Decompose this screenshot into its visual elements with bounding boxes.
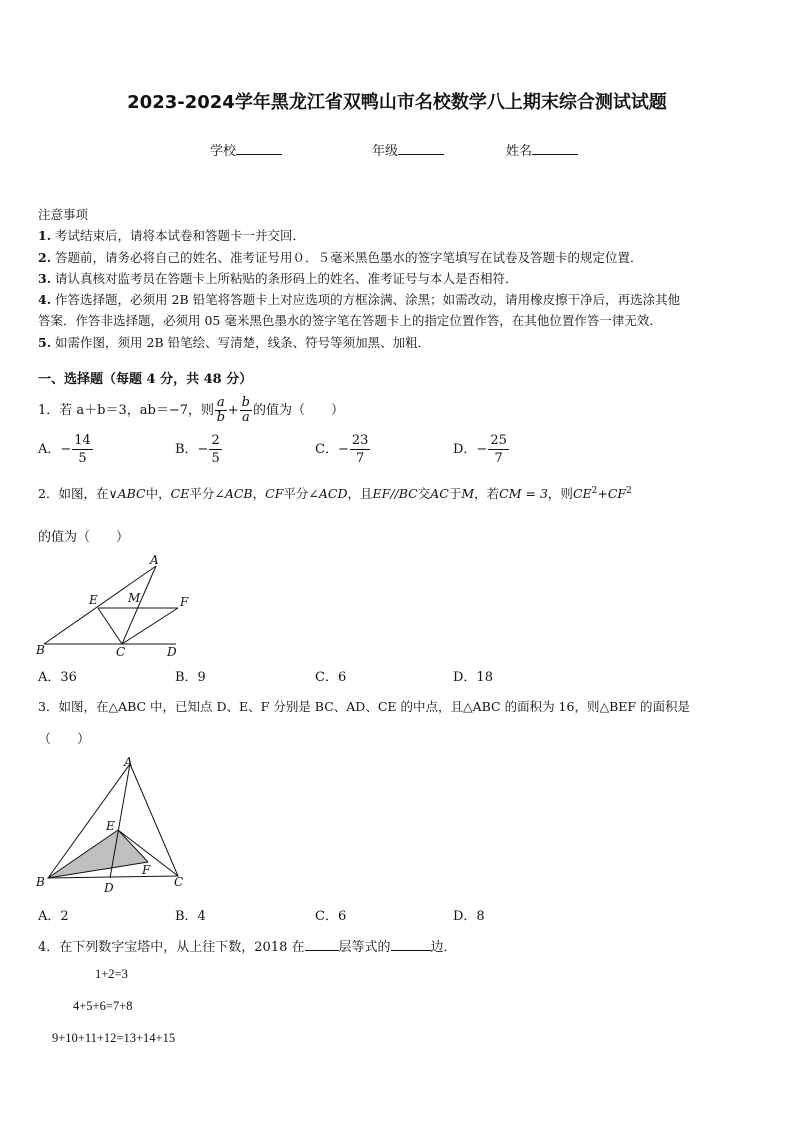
blank-layer[interactable] bbox=[305, 938, 339, 951]
q2-option-c[interactable]: C．6 bbox=[315, 670, 347, 685]
notice-block bbox=[38, 204, 763, 353]
q3-option-b[interactable]: B．4 bbox=[175, 909, 206, 924]
label-f: F bbox=[142, 863, 151, 877]
grade-field[interactable] bbox=[372, 140, 444, 159]
pyramid-row-1: 1+2=3 bbox=[95, 967, 128, 981]
label-a: A bbox=[124, 755, 133, 769]
q1-option-d[interactable]: D．− $\frac{25}{7}$ bbox=[453, 433, 507, 466]
name-field[interactable] bbox=[506, 140, 578, 159]
label-c: C bbox=[174, 875, 184, 889]
school-label: 学校 bbox=[210, 144, 237, 159]
q3-option-d[interactable]: D．8 bbox=[453, 909, 485, 924]
q1-option-b[interactable]: B．− $\frac{2}{5}$ bbox=[175, 433, 220, 466]
label-e: E bbox=[89, 593, 98, 607]
blank-side[interactable] bbox=[391, 938, 431, 951]
q3-figure bbox=[30, 752, 200, 897]
label-d: D bbox=[104, 881, 114, 895]
notice-item: 1. 考试结束后，请将本试卷和答题卡一并交回． bbox=[38, 228, 306, 244]
q1-text: 1．若 a＋b＝3，ab＝−7，则 bbox=[38, 403, 214, 418]
label-m: M bbox=[128, 591, 141, 605]
q1-option-c[interactable]: C．− $\frac{23}{7}$ bbox=[315, 433, 369, 466]
q3-option-c[interactable]: C．6 bbox=[315, 909, 347, 924]
fraction-b-over-a: $\frac{b}{a}$ bbox=[241, 395, 250, 425]
question-2: 2．如图，在∨ABC中，CE平分∠ACB，CF平分∠ACD，且EF//BC交AC于M，若CM = 3，则$CE^2+CF^2$ bbox=[38, 485, 632, 501]
label-d: D bbox=[167, 645, 177, 659]
notice-item: 4. 作答选择题，必须用 2B 铅笔将答题卡上对应选项的方框涂满、涂黑；如需改动，请用橡皮擦干净后，再选涂其他 bbox=[38, 292, 681, 308]
name-label: 姓名 bbox=[506, 144, 533, 159]
notice-item: 答案．作答非选择题，必须用 05 毫米黑色墨水的签字笔在答题卡上的指定位置作答，在其他位置作答一律无效． bbox=[38, 313, 662, 329]
q3-paren: （ ） bbox=[38, 732, 91, 747]
notice-item: 3. 请认真核对监考员在答题卡上所粘贴的条形码上的姓名、准考证号与本人是否相符． bbox=[38, 270, 518, 286]
pyramid-row-3: 9+10+11+12=13+14+15 bbox=[52, 1031, 176, 1045]
grade-blank[interactable] bbox=[398, 142, 444, 155]
notice-item: 2. 答题前，请务必将自己的姓名、准考证号用０．５毫米黑色墨水的签字笔填写在试卷及答题卡的规定位置． bbox=[38, 249, 643, 265]
q1-tail: 的值为（ ） bbox=[252, 403, 344, 418]
label-c: C bbox=[116, 645, 126, 659]
q2-option-b[interactable]: B．9 bbox=[175, 670, 206, 685]
grade-label: 年级 bbox=[372, 144, 399, 159]
section-heading: 一、选择题（每题 4 分，共 48 分） bbox=[38, 372, 253, 387]
q1-option-a[interactable]: A．− $\frac{14}{5}$ bbox=[38, 433, 91, 466]
q2-option-a[interactable]: A．36 bbox=[38, 670, 77, 685]
notice-heading: 注意事项 bbox=[38, 207, 89, 222]
name-blank[interactable] bbox=[532, 142, 578, 155]
label-a: A bbox=[150, 553, 159, 567]
q2-figure bbox=[30, 550, 200, 660]
question-1: 1．若 a＋b＝3，ab＝−7，则 $\frac{a}{b}$ + $\frac{b}{a}$ 的值为（ ） bbox=[38, 395, 344, 425]
pyramid-row-2: 4+5+6=7+8 bbox=[73, 999, 133, 1013]
notice-item: 5. 如需作图，须用 2B 铅笔绘、写清楚，线条、符号等须加黑、加粗． bbox=[38, 334, 431, 350]
q2-tail: 的值为（ ） bbox=[38, 530, 130, 545]
question-4: 4．在下列数字宝塔中，从上往下数，2018 在 层等式的 边． bbox=[38, 940, 457, 955]
page-title: 2023-2024学年黑龙江省双鸭山市名校数学八上期末综合测试试题 bbox=[127, 92, 667, 113]
label-b: B bbox=[36, 643, 45, 657]
label-e: E bbox=[106, 819, 115, 833]
q2-option-d[interactable]: D．18 bbox=[453, 670, 493, 685]
label-b: B bbox=[36, 875, 45, 889]
q3-option-a[interactable]: A．2 bbox=[38, 909, 69, 924]
label-f: F bbox=[180, 595, 189, 609]
fraction-a-over-b: $\frac{a}{b}$ bbox=[216, 395, 226, 425]
school-field[interactable] bbox=[210, 140, 282, 159]
question-3: 3．如图，在△ABC 中，已知点 D、E、F 分别是 BC、AD、CE 的中点，且△ABC 的面积为 16，则△BEF 的面积是 bbox=[38, 699, 691, 714]
school-blank[interactable] bbox=[236, 142, 282, 155]
